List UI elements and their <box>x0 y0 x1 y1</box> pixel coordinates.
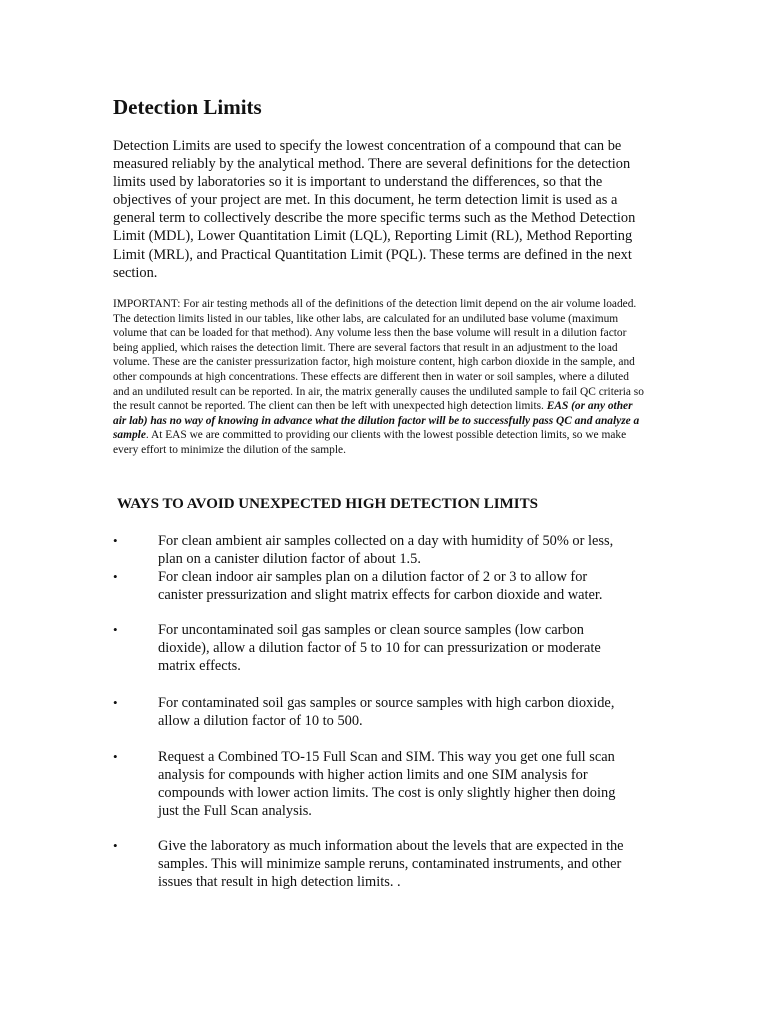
important-note-text: IMPORTANT: For air testing methods all of the definitions of the detection limit depend on the air volume loaded. The detection limits listed in our tables, like other labs, are calculated for an undiluted base volume (maximum volume that can be loaded for that method). Any volume less then the base volume will result in a dilution factor being applied, which raises the detection limit. There are several factors that result in an adjustment to the load volume. These are the canister pressurization factor, high moisture content, high carbon dioxide in the sample, and other compounds at high concentrations. These effects are different then in water or soil samples, where a diluted and an undiluted result can be reported. In air, the matrix generally causes the undiluted sample to fail QC criteria so the result cannot be reported. The client can then be left with unexpected high detection limits. <box>113 298 644 413</box>
bullet-icon: • <box>113 695 118 710</box>
list-item-text: Give the laboratory as much information about the levels that are expected in the samples. This will minimize sample reruns, contaminated instruments, and other issues that result in high detection limits. . <box>158 838 624 890</box>
bullet-icon: • <box>113 533 118 548</box>
important-note-closing: . At EAS we are committed to providing our clients with the lowest possible detection limits, so we make every effort to minimize the dilution of the sample. <box>113 429 627 456</box>
list-item-text: Request a Combined TO-15 Full Scan and SIM. This way you get one full scan analysis for compounds with higher action limits and one SIM analysis for compounds with lower action limits. The cost is only slightly higher then doing just the Full Scan analysis. <box>158 749 616 819</box>
bullet-icon: • <box>113 569 118 584</box>
list-item <box>113 568 635 604</box>
list-item-text: For uncontaminated soil gas samples or clean source samples (low carbon dioxide), allow a dilution factor of 5 to 10 for can pressurization or moderate matrix effects. <box>158 622 601 674</box>
important-note-emphasis: EAS (or any other air lab) has no way of knowing in advance what the dilution factor will be to successfully pass QC and analyze a sample <box>113 400 640 442</box>
bullet-icon: • <box>113 838 118 853</box>
list-item <box>113 837 635 891</box>
important-note <box>113 297 645 458</box>
section-heading: WAYS TO AVOID UNEXPECTED HIGH DETECTION LIMITS <box>117 496 538 512</box>
list-item <box>113 532 635 568</box>
bullet-icon: • <box>113 622 118 637</box>
page-title: Detection Limits <box>113 95 262 119</box>
list-item <box>113 748 635 820</box>
list-item <box>113 694 635 730</box>
list-item-text: For contaminated soil gas samples or source samples with high carbon dioxide, allow a dilution factor of 10 to 500. <box>158 695 615 729</box>
bullet-icon: • <box>113 749 118 764</box>
list-item-text: For clean ambient air samples collected on a day with humidity of 50% or less, plan on a canister dilution factor of about 1.5. <box>158 533 614 567</box>
list-item-text: For clean indoor air samples plan on a dilution factor of 2 or 3 to allow for canister pressurization and slight matrix effects for carbon dioxide and water. <box>158 569 603 603</box>
list-item <box>113 621 635 675</box>
intro-paragraph: Detection Limits are used to specify the lowest concentration of a compound that can be measured reliably by the analytical method. There are several definitions for the detection limits used by laboratories so it is important to understand the differences, so that the objectives of your project are met. In this document, he term detection limit is used as a general term to collectively describe the more specific terms such as the Method Detection Limit (MDL), Lower Quantitation Limit (LQL), Reporting Limit (RL), Method Reporting Limit (MRL), and Practical Quantitation Limit (PQL). These terms are defined in the next section. <box>113 138 636 281</box>
